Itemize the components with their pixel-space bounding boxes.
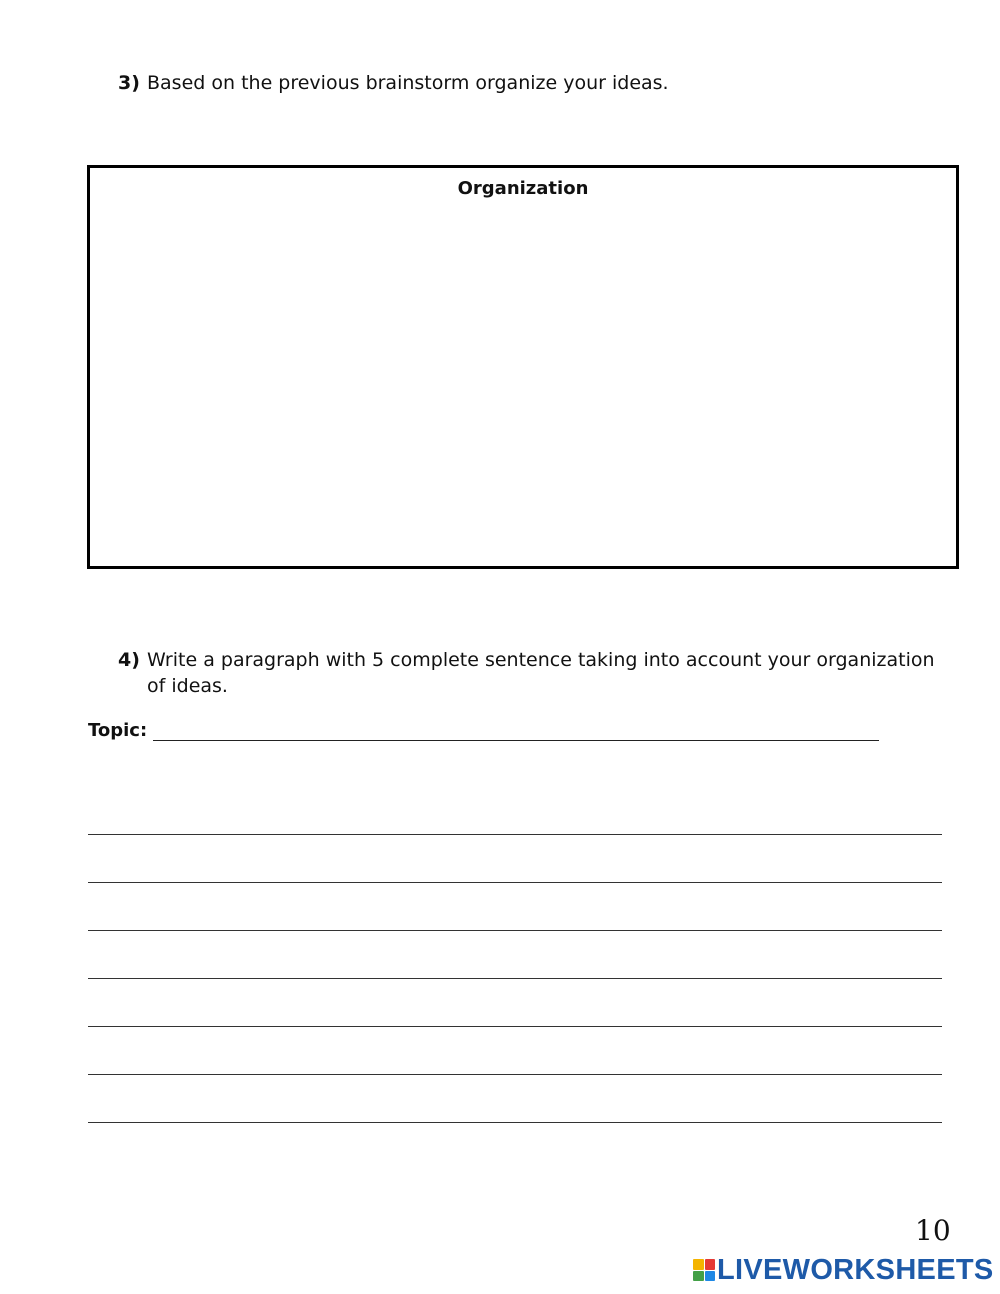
paragraph-writing-lines [88, 788, 942, 1123]
question-3-number: 3) [118, 72, 140, 94]
organization-box [87, 165, 959, 569]
liveworksheets-logo-icon [693, 1259, 715, 1281]
paragraph-line-3[interactable] [88, 883, 942, 931]
paragraph-line-4[interactable] [88, 931, 942, 979]
topic-input[interactable] [153, 718, 879, 741]
logo-square-3 [693, 1271, 704, 1282]
logo-square-4 [705, 1271, 716, 1282]
logo-square-2 [705, 1259, 716, 1270]
topic-label: Topic: [88, 720, 148, 741]
topic-row [88, 718, 879, 741]
paragraph-line-2[interactable] [88, 835, 942, 883]
organization-title: Organization [457, 178, 589, 199]
question-3 [118, 70, 958, 96]
paragraph-line-1[interactable] [88, 788, 942, 835]
paragraph-line-5[interactable] [88, 979, 942, 1027]
question-4-text: Write a paragraph with 5 complete sentence taking into account your organization of ideas. [147, 649, 935, 697]
paragraph-line-6[interactable] [88, 1027, 942, 1075]
paragraph-line-7[interactable] [88, 1075, 942, 1123]
page-number: 10 [915, 1214, 951, 1247]
liveworksheets-brand [693, 1255, 994, 1285]
logo-square-1 [693, 1259, 704, 1270]
question-4-number: 4) [118, 649, 140, 671]
organization-answer-field[interactable] [98, 212, 948, 558]
question-4 [118, 647, 958, 699]
liveworksheets-wordmark: LIVEWORKSHEETS [717, 1254, 994, 1286]
question-3-text: Based on the previous brainstorm organize your ideas. [147, 72, 669, 94]
